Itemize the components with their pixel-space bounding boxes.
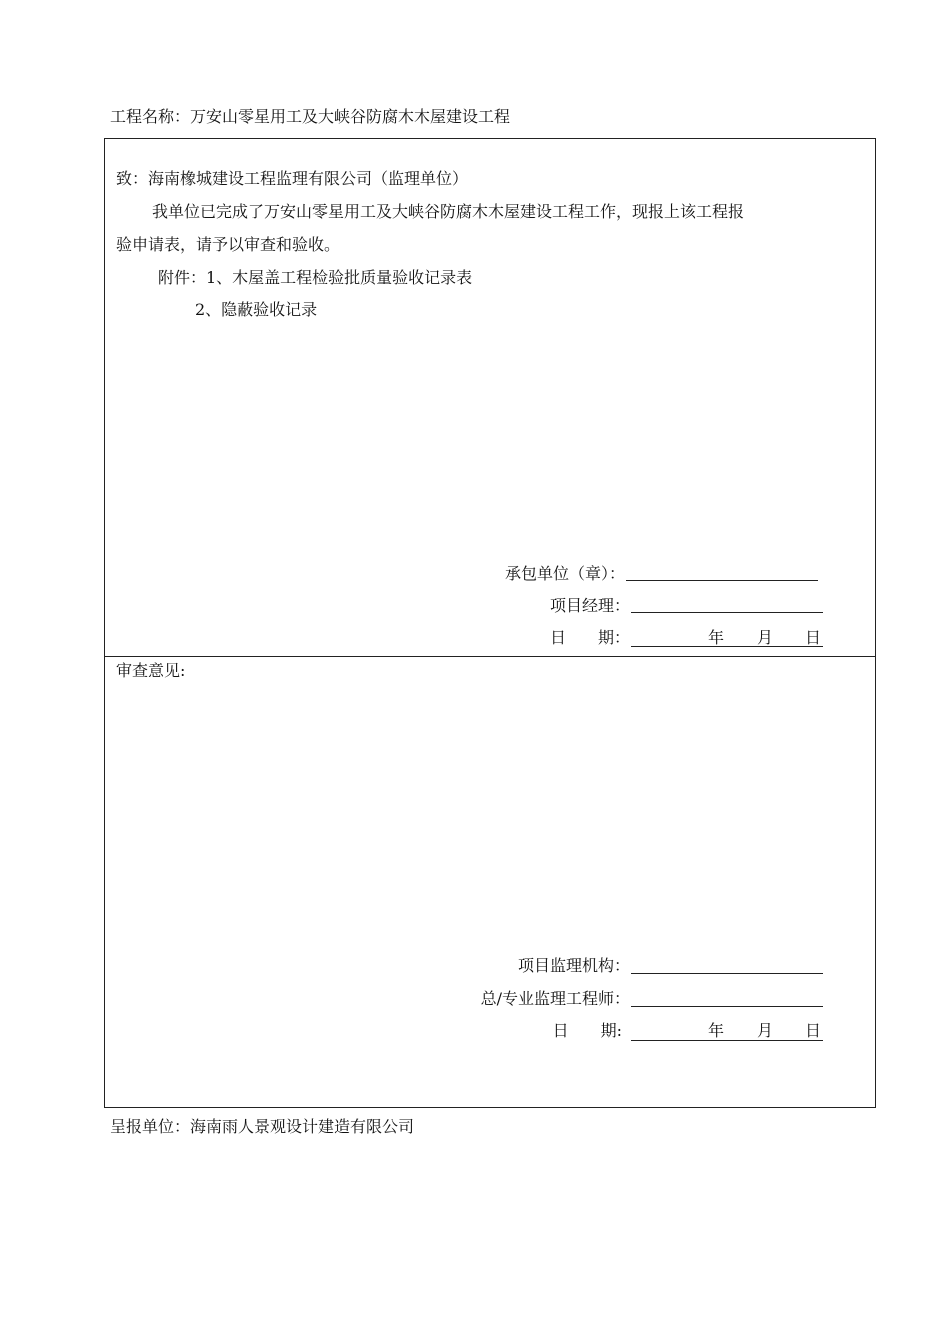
review-opinion-title: 审查意见: [116, 661, 186, 680]
body-text-line-1: 我单位已完成了万安山零星用工及大峡谷防腐木木屋建设工程工作，现报上该工程报 [152, 202, 745, 221]
addressee-line: 致：海南橡城建设工程监理有限公司（监理单位） [116, 169, 469, 188]
review-date-line[interactable] [631, 1040, 823, 1041]
review-date-label: 日 期: [552, 1021, 622, 1040]
manager-label: 项目经理： [549, 596, 630, 615]
review-date-day: 日 [805, 1021, 822, 1040]
body-text-line-2: 验申请表，请予以审查和验收。 [116, 235, 341, 254]
application-date-line[interactable] [631, 646, 823, 647]
contractor-signature-line[interactable] [626, 580, 818, 581]
project-name: 工程名称：万安山零星用工及大峡谷防腐木木屋建设工程 [110, 107, 511, 126]
supervising-engineer-label: 总/专业监理工程师： [480, 989, 630, 1008]
submitting-unit: 呈报单位：海南雨人景观设计建造有限公司 [110, 1117, 415, 1136]
application-date-label: 日 期： [549, 628, 630, 647]
review-date-year: 年 [708, 1021, 725, 1040]
section-divider [104, 656, 876, 657]
supervision-agency-label: 项目监理机构： [517, 956, 630, 975]
review-date-month: 月 [757, 1021, 774, 1040]
application-date-day: 日 [805, 628, 822, 647]
application-date-year: 年 [708, 628, 725, 647]
supervising-engineer-line[interactable] [631, 1006, 823, 1007]
attachment-1: 附件：1、木屋盖工程检验批质量验收记录表 [158, 268, 473, 287]
application-date-month: 月 [757, 628, 774, 647]
supervision-agency-line[interactable] [631, 973, 823, 974]
manager-signature-line[interactable] [631, 612, 823, 613]
contractor-label: 承包单位（章）： [504, 564, 625, 583]
attachment-2: 2、隐蔽验收记录 [195, 300, 318, 319]
